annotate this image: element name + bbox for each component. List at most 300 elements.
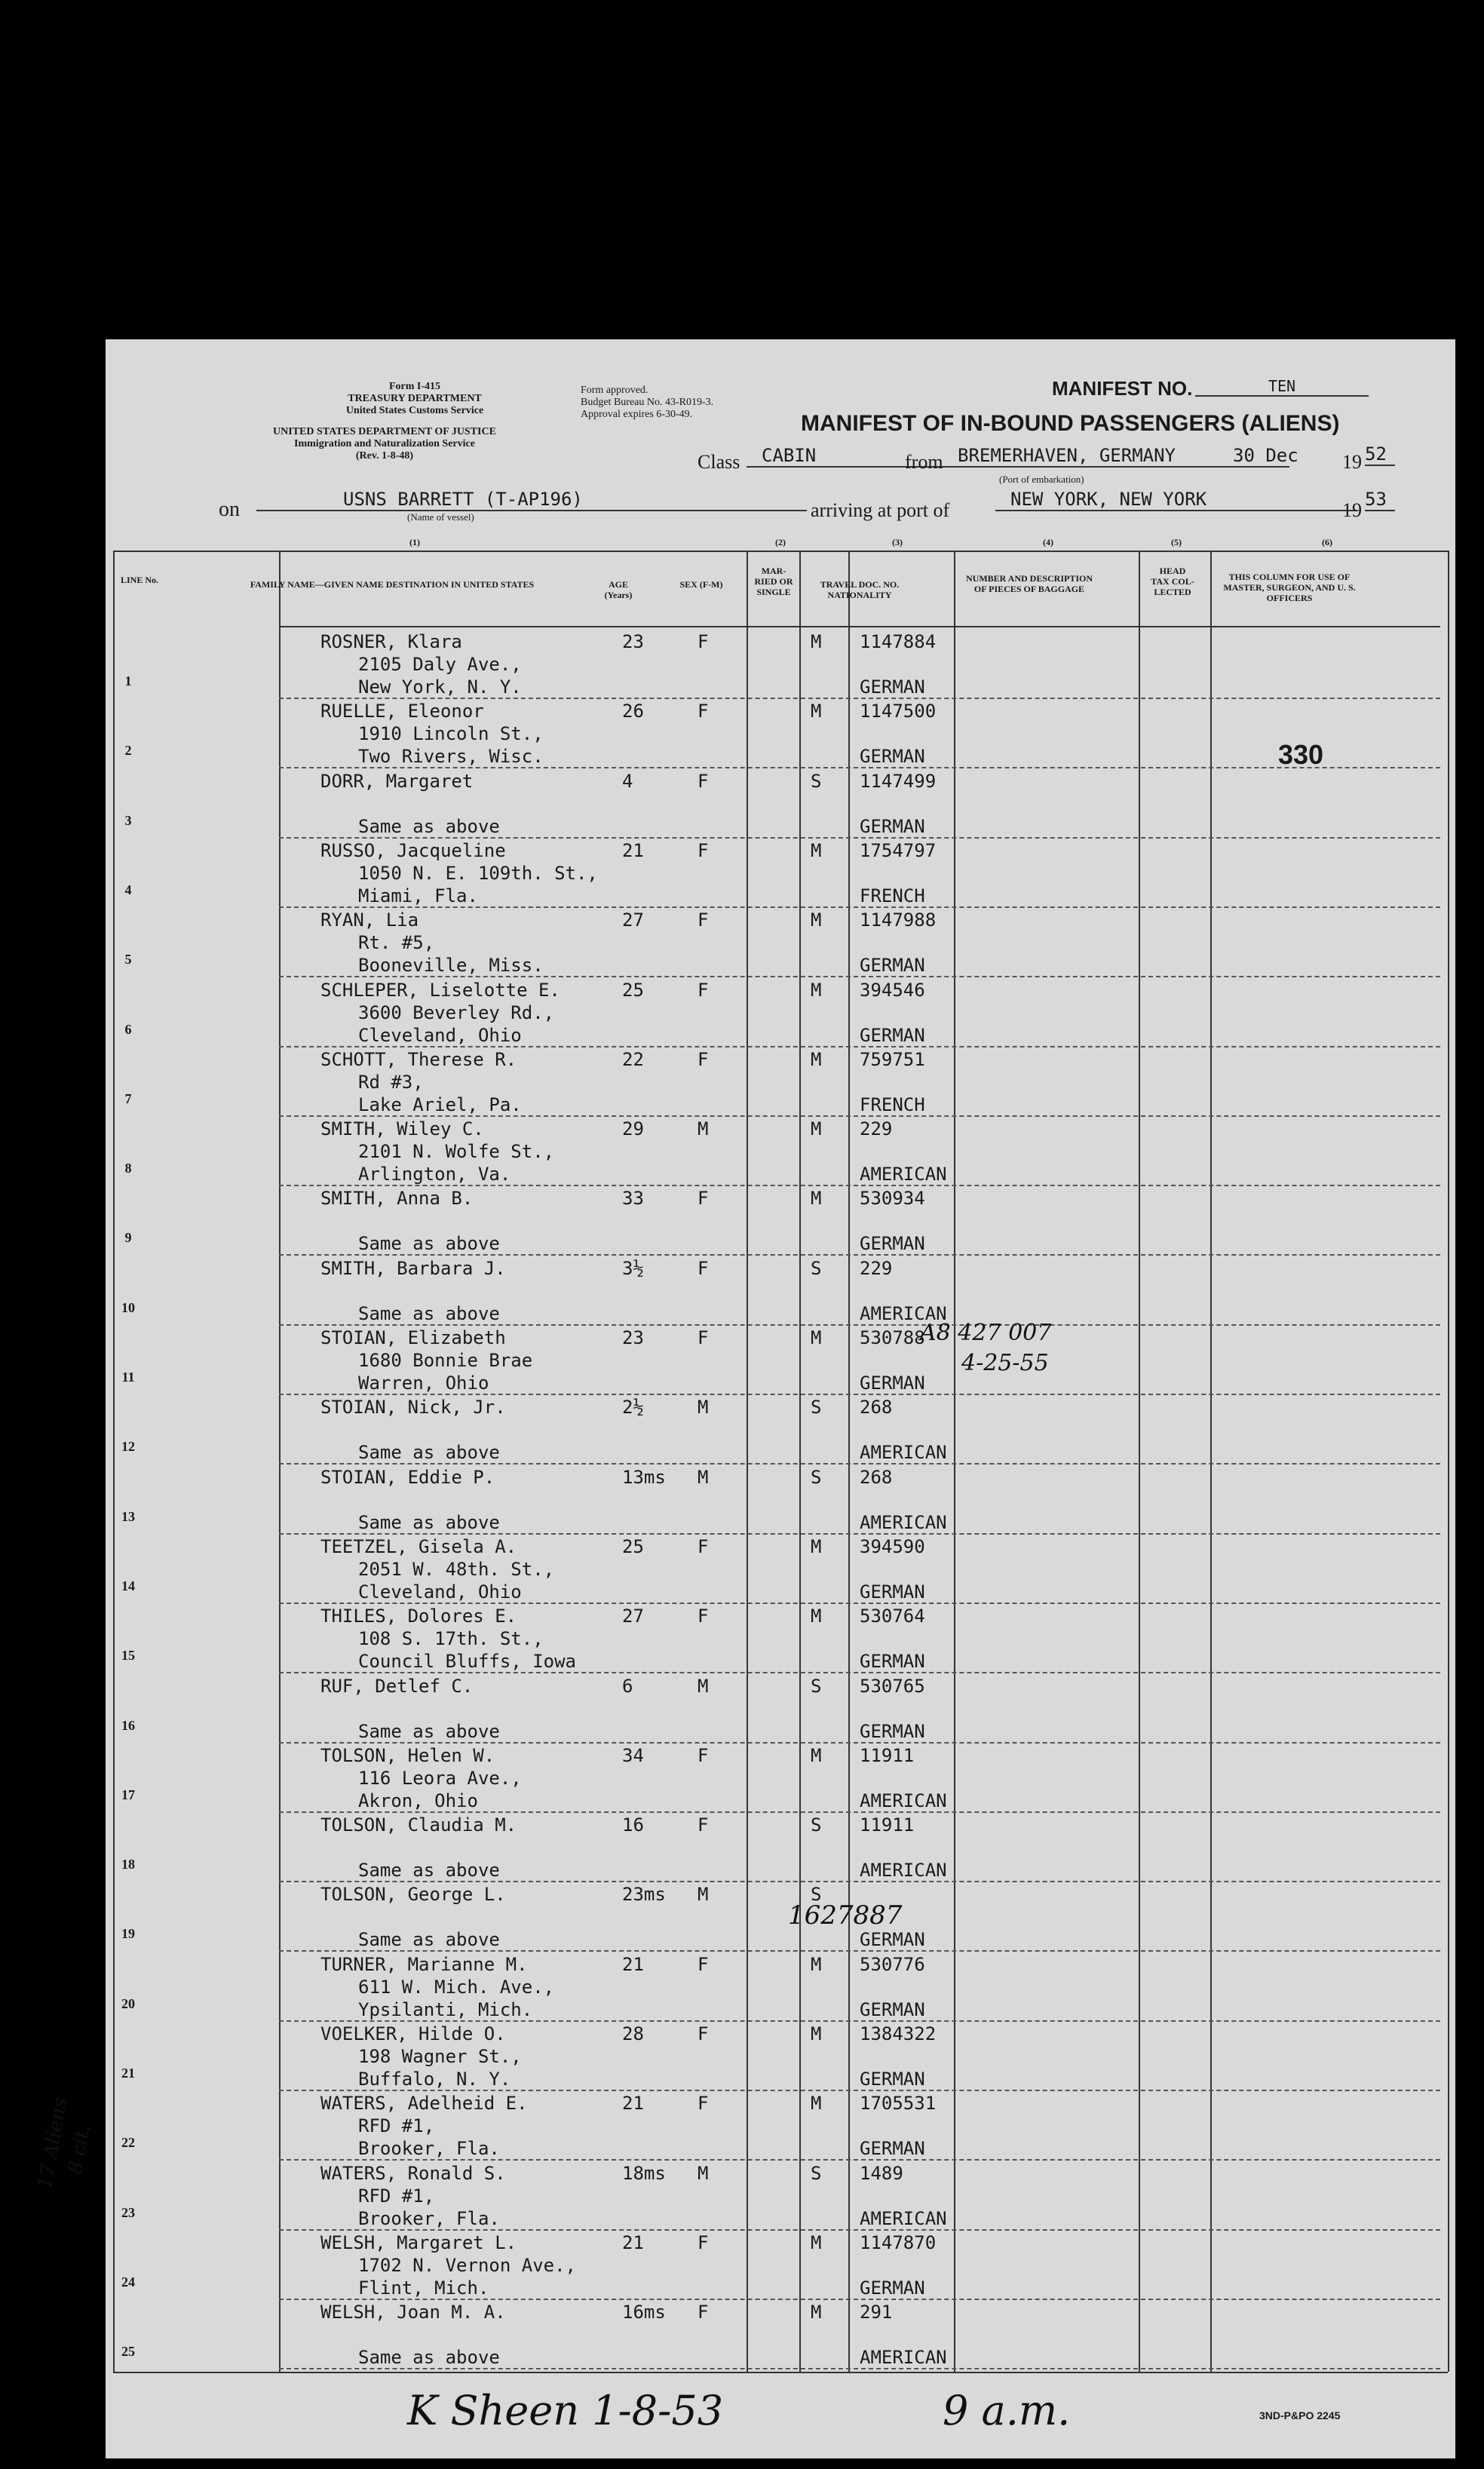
approval-line: Budget Bureau No. 43-R019-3.: [581, 397, 714, 408]
passenger-sex: F: [698, 1048, 709, 1070]
line-number: 3: [124, 812, 132, 828]
from-label: from: [905, 451, 943, 473]
nationality: AMERICAN: [860, 1164, 947, 1185]
year-prefix: 19: [1342, 499, 1362, 521]
passenger-city: Ypsilanti, Mich.: [358, 1998, 533, 2020]
passenger-sex: M: [698, 1118, 709, 1140]
travel-doc: 394590: [860, 1535, 925, 1557]
marital-status: M: [811, 1327, 822, 1348]
passenger-age: 16: [622, 1814, 644, 1836]
passenger-city: Two Rivers, Wisc.: [358, 746, 544, 768]
col-travel-header: TRAVEL DOC. NO. NATIONALITY: [820, 579, 900, 600]
travel-doc: 1754797: [860, 839, 937, 861]
marital-status: M: [811, 1048, 822, 1070]
nationality: GERMAN: [860, 2069, 925, 2090]
from-date: 30 Dec: [1233, 445, 1298, 466]
table-row: [106, 699, 1455, 768]
marital-status: M: [811, 2231, 822, 2253]
passenger-address: 108 S. 17th. St.,: [358, 1628, 544, 1650]
table-row: [106, 978, 1455, 1047]
marital-status: M: [811, 1535, 822, 1557]
line-number: 9: [124, 1230, 132, 1246]
line-number: 21: [121, 2066, 135, 2081]
col-headtax-header: HEAD TAX COL- LECTED: [1151, 566, 1194, 597]
form-number: Form I-415: [388, 381, 441, 392]
table-row: [106, 1047, 1455, 1117]
travel-doc: 530765: [860, 1675, 925, 1697]
year-prefix: 19: [1342, 451, 1362, 473]
marital-status: M: [811, 701, 822, 722]
ins-name: Immigration and Naturalization Service: [294, 438, 475, 449]
passenger-age: 28: [622, 2023, 644, 2044]
nationality: GERMAN: [860, 1651, 925, 1673]
col-number-6: (6): [1322, 537, 1332, 547]
col-officers-header: THIS COLUMN FOR USE OF MASTER, SURGEON, AND U. S. OFFICERS: [1223, 572, 1356, 603]
table-row: [106, 1535, 1455, 1604]
table-row: [106, 1952, 1455, 2022]
travel-doc: 1489: [860, 2162, 903, 2184]
passenger-age: 22: [622, 1048, 644, 1070]
line-number: 11: [121, 1369, 135, 1385]
passenger-age: 29: [622, 1118, 644, 1140]
justice-block: [219, 426, 550, 462]
travel-doc: 229: [860, 1257, 893, 1279]
passenger-city: New York, N. Y.: [358, 676, 522, 698]
nationality: GERMAN: [860, 746, 925, 768]
line-number: 12: [121, 1439, 135, 1455]
vessel-label: (Name of vessel): [407, 511, 474, 523]
marital-status: M: [811, 2023, 822, 2044]
passenger-sex: F: [698, 631, 709, 652]
passenger-name: SMITH, Wiley C.: [320, 1118, 484, 1140]
passenger-age: 21: [622, 2231, 644, 2253]
passenger-sex: F: [698, 1327, 709, 1348]
passenger-age: 2½: [622, 1397, 644, 1419]
nationality: AMERICAN: [860, 1860, 947, 1882]
passenger-city: Same as above: [358, 2347, 500, 2369]
nationality: GERMAN: [860, 1720, 925, 1742]
travel-doc: 1147870: [860, 2231, 937, 2253]
col-line-header: LINE No.: [120, 575, 158, 585]
line-number: 1: [124, 673, 132, 689]
marital-status: S: [811, 2162, 822, 2184]
passenger-name: TEETZEL, Gisela A.: [320, 1535, 517, 1557]
table-row: [106, 2231, 1455, 2300]
approval-line: Approval expires 6-30-49.: [581, 409, 693, 420]
passenger-name: SMITH, Barbara J.: [320, 1257, 506, 1279]
travel-doc: 530788: [860, 1327, 925, 1348]
manifest-page: [34, 339, 1455, 2458]
line-number: 13: [121, 1508, 135, 1524]
customs-service: United States Customs Service: [345, 405, 484, 416]
passenger-age: 18ms: [622, 2162, 666, 2184]
passenger-sex: M: [698, 1397, 709, 1419]
passenger-name: TOLSON, Helen W.: [320, 1744, 495, 1766]
marital-status: S: [811, 1257, 822, 1279]
passenger-age: 23ms: [622, 1884, 666, 1906]
from-year: 52: [1365, 443, 1395, 466]
margin-note-citizens: 8 cit.: [64, 2122, 96, 2176]
nationality: GERMAN: [860, 2277, 925, 2299]
passenger-sex: F: [698, 1953, 709, 1975]
arrival-port: NEW YORK, NEW YORK: [995, 489, 1357, 511]
arriving-label: arriving at port of: [811, 499, 950, 521]
travel-doc: 291: [860, 2302, 893, 2323]
passenger-name: RUELLE, Eleonor: [320, 701, 484, 722]
travel-doc: 530764: [860, 1606, 925, 1627]
nationality: AMERICAN: [860, 1442, 947, 1464]
margin-note: [64, 2123, 95, 2176]
on-label: on: [219, 498, 240, 521]
table-row: [106, 1744, 1455, 1813]
travel-doc: 229: [860, 1118, 893, 1140]
passenger-sex: M: [698, 1675, 709, 1697]
nationality: AMERICAN: [860, 1790, 947, 1811]
passenger-city: Same as above: [358, 1929, 500, 1951]
passenger-address: 1680 Bonnie Brae: [358, 1350, 533, 1371]
passenger-city: Same as above: [358, 1511, 500, 1533]
passenger-address: 2105 Daly Ave.,: [358, 654, 522, 675]
marital-status: M: [811, 979, 822, 1001]
line-number: 19: [121, 1926, 135, 1942]
marital-status: M: [811, 909, 822, 931]
passenger-sex: F: [698, 1606, 709, 1627]
passenger-address: 3600 Beverley Rd.,: [358, 1001, 555, 1023]
revision: (Rev. 1-8-48): [355, 450, 414, 462]
passenger-address: 1702 N. Vernon Ave.,: [358, 2254, 576, 2276]
passenger-sex: F: [698, 1257, 709, 1279]
department-name: TREASURY DEPARTMENT: [348, 393, 482, 404]
nationality: AMERICAN: [860, 1302, 947, 1324]
vessel-name: USNS BARRETT (T-AP196): [256, 489, 807, 511]
baggage-note: A8 427 007: [920, 1320, 1052, 1346]
col-name-header: FAMILY NAME—GIVEN NAME DESTINATION IN UNITED STATES: [250, 579, 535, 590]
travel-doc: 1147499: [860, 770, 937, 792]
passenger-name: TOLSON, George L.: [320, 1884, 506, 1906]
line-number: 6: [124, 1021, 132, 1037]
passenger-sex: F: [698, 2023, 709, 2044]
marital-status: M: [811, 1606, 822, 1627]
passenger-name: TOLSON, Claudia M.: [320, 1814, 517, 1836]
line-number: 14: [121, 1578, 135, 1593]
marital-status: S: [811, 1675, 822, 1697]
travel-doc: 394546: [860, 979, 925, 1001]
nationality: GERMAN: [860, 1024, 925, 1046]
passenger-address: RFD #1,: [358, 2185, 435, 2207]
table-row: [106, 839, 1455, 908]
marital-status: M: [811, 1744, 822, 1766]
line-number: 20: [121, 1995, 135, 2011]
passenger-name: RUF, Detlef C.: [320, 1675, 474, 1697]
passenger-address: 198 Wagner St.,: [358, 2046, 522, 2067]
table-row: [106, 769, 1455, 839]
header-rule: [279, 626, 1440, 627]
from-port: BREMERHAVEN, GERMANY: [958, 445, 1289, 468]
baggage-note-date: 4-25-55: [961, 1350, 1049, 1376]
passenger-age: 34: [622, 1744, 644, 1766]
passenger-age: 25: [622, 1535, 644, 1557]
passenger-sex: F: [698, 1744, 709, 1766]
nationality: GERMAN: [860, 1581, 925, 1603]
line-number: 24: [121, 2274, 135, 2290]
passenger-city: Buffalo, N. Y.: [358, 2069, 511, 2090]
marital-status: M: [811, 2302, 822, 2323]
col-number-1: (1): [409, 537, 420, 547]
line-number: 17: [121, 1787, 135, 1802]
passenger-sex: F: [698, 2093, 709, 2115]
passenger-name: RYAN, Lia: [320, 909, 419, 931]
passenger-age: 23: [622, 631, 644, 652]
marital-status: M: [811, 1188, 822, 1210]
col-number-3: (3): [892, 537, 903, 547]
table-bottom-rule: [113, 2372, 1448, 2373]
line-number: 25: [121, 2344, 135, 2360]
passenger-city: Same as above: [358, 1233, 500, 1255]
footer-code: 3ND-P&PO 2245: [1259, 2409, 1341, 2421]
line-number: 23: [121, 2204, 135, 2220]
passenger-age: 26: [622, 701, 644, 722]
passenger-age: 33: [622, 1188, 644, 1210]
passenger-age: 13ms: [622, 1466, 666, 1488]
col-number-5: (5): [1171, 537, 1182, 547]
table-row: [106, 1256, 1455, 1326]
passenger-city: Miami, Fla.: [358, 885, 478, 906]
col-age-header: AGE (Years): [604, 579, 633, 600]
port-embarkation-label: (Port of embarkation): [999, 474, 1084, 485]
passenger-city: Same as above: [358, 1442, 500, 1464]
passenger-city: Flint, Mich.: [358, 2277, 489, 2299]
passenger-city: Same as above: [358, 1302, 500, 1324]
passenger-sex: M: [698, 2162, 709, 2184]
travel-doc: 1147884: [860, 631, 937, 652]
passenger-name: VOELKER, Hilde O.: [320, 2023, 506, 2044]
line-number: 16: [121, 1717, 135, 1733]
nationality: GERMAN: [860, 815, 925, 837]
table-row: [106, 908, 1455, 977]
nationality: AMERICAN: [860, 2207, 947, 2229]
table-row: [106, 1186, 1455, 1256]
table-row: [106, 1465, 1455, 1535]
passenger-city: Same as above: [358, 1720, 500, 1742]
marital-status: S: [811, 1884, 822, 1906]
passenger-address: 1050 N. E. 109th. St.,: [358, 862, 598, 884]
travel-doc: 11911: [860, 1744, 915, 1766]
nationality: GERMAN: [860, 2138, 925, 2160]
nationality: GERMAN: [860, 1998, 925, 2020]
line-number: 8: [124, 1161, 132, 1176]
travel-doc: 268: [860, 1466, 893, 1488]
passenger-address: Rd #3,: [358, 1071, 424, 1093]
passenger-city: Brooker, Fla.: [358, 2207, 500, 2229]
passenger-name: WELSH, Joan M. A.: [320, 2302, 506, 2323]
col-sex-header: SEX (F-M): [679, 579, 723, 590]
passenger-address: 611 W. Mich. Ave.,: [358, 1976, 555, 1998]
passenger-sex: F: [698, 770, 709, 792]
passenger-sex: M: [698, 1466, 709, 1488]
manifest-no-label: MANIFEST NO.: [1052, 377, 1193, 400]
nationality: AMERICAN: [860, 1511, 947, 1533]
line-number: 4: [124, 882, 132, 897]
table-row: [106, 1395, 1455, 1465]
travel-doc: 11911: [860, 1814, 915, 1836]
passenger-name: THILES, Dolores E.: [320, 1606, 517, 1627]
col-number-4: (4): [1043, 537, 1053, 547]
passenger-name: WATERS, Ronald S.: [320, 2162, 506, 2184]
marital-status: M: [811, 1118, 822, 1140]
passenger-city: Cleveland, Ohio: [358, 1024, 522, 1046]
passenger-city: Council Bluffs, Iowa: [358, 1651, 576, 1673]
marital-status: M: [811, 839, 822, 861]
manifest-title: MANIFEST OF IN-BOUND PASSENGERS (ALIENS): [801, 411, 1340, 436]
marital-status: S: [811, 770, 822, 792]
passenger-address: 1910 Lincoln St.,: [358, 723, 544, 745]
marital-status: M: [811, 2093, 822, 2115]
travel-doc: 759751: [860, 1048, 925, 1070]
passenger-sex: F: [698, 1188, 709, 1210]
passenger-age: 4: [622, 770, 633, 792]
travel-doc: 530776: [860, 1953, 925, 1975]
travel-doc: 1147500: [860, 701, 937, 722]
passenger-city: Same as above: [358, 815, 500, 837]
travel-doc: 1147988: [860, 909, 937, 931]
passenger-name: RUSSO, Jacqueline: [320, 839, 506, 861]
table-top-rule: [113, 551, 1448, 552]
table-row: [106, 2022, 1455, 2091]
marital-status: S: [811, 1814, 822, 1836]
passenger-sex: F: [698, 1535, 709, 1557]
passenger-name: WATERS, Adelheid E.: [320, 2093, 528, 2115]
passenger-address: 2051 W. 48th. St.,: [358, 1558, 555, 1580]
table-row: [106, 1604, 1455, 1673]
class-label: Class: [698, 451, 740, 473]
nationality: FRENCH: [860, 885, 925, 906]
passenger-name: SCHOTT, Therese R.: [320, 1048, 517, 1070]
margin-note: [34, 2096, 72, 2191]
passenger-sex: F: [698, 1814, 709, 1836]
passenger-address: RFD #1,: [358, 2115, 435, 2137]
marital-status: S: [811, 1397, 822, 1419]
table-row: [106, 1326, 1455, 1395]
travel-doc: 268: [860, 1397, 893, 1419]
line-number: 22: [121, 2135, 135, 2151]
passenger-age: 3½: [622, 1257, 644, 1279]
passenger-age: 23: [622, 1327, 644, 1348]
passenger-name: STOIAN, Nick, Jr.: [320, 1397, 506, 1419]
passenger-city: Cleveland, Ohio: [358, 1581, 522, 1603]
table-row: [106, 2161, 1455, 2231]
nationality: GERMAN: [860, 1929, 925, 1951]
col-baggage-header: NUMBER AND DESCRIPTION OF PIECES OF BAGGAGE: [965, 573, 1093, 594]
arrival-year: 53: [1365, 489, 1395, 511]
passenger-address: Rt. #5,: [358, 932, 435, 954]
table-row: [106, 2091, 1455, 2161]
passenger-sex: F: [698, 701, 709, 722]
nationality: GERMAN: [860, 1373, 925, 1394]
passenger-city: Warren, Ohio: [358, 1373, 489, 1394]
table-row: [106, 1117, 1455, 1186]
form-header-block: [324, 381, 505, 417]
passenger-age: 27: [622, 1606, 644, 1627]
passenger-name: SCHLEPER, Liselotte E.: [320, 979, 560, 1001]
stamp-number: 330: [1278, 739, 1324, 770]
marital-status: M: [811, 1953, 822, 1975]
nationality: GERMAN: [860, 1233, 925, 1255]
manifest-no-value: TEN: [1195, 377, 1369, 397]
passenger-name: WELSH, Margaret L.: [320, 2231, 517, 2253]
nationality: GERMAN: [860, 955, 925, 977]
signature: K Sheen 1-8-53: [407, 2387, 724, 2434]
passenger-name: SMITH, Anna B.: [320, 1188, 474, 1210]
table-row: [106, 1813, 1455, 1882]
passenger-age: 6: [622, 1675, 633, 1697]
class-value: CABIN: [747, 445, 1010, 468]
passenger-sex: F: [698, 979, 709, 1001]
passenger-address: 116 Leora Ave.,: [358, 1767, 522, 1789]
margin-note-aliens: 17 Aliens: [34, 2096, 72, 2191]
justice-department: UNITED STATES DEPARTMENT OF JUSTICE: [273, 426, 496, 437]
passenger-name: ROSNER, Klara: [320, 631, 462, 652]
marital-status: S: [811, 1466, 822, 1488]
line-number: 10: [121, 1299, 135, 1315]
passenger-age: 27: [622, 909, 644, 931]
row-divider: [279, 2368, 1440, 2369]
passenger-age: 21: [622, 2093, 644, 2115]
passenger-address: 2101 N. Wolfe St.,: [358, 1141, 555, 1163]
passenger-sex: M: [698, 1884, 709, 1906]
table-row: [106, 630, 1455, 699]
nationality: FRENCH: [860, 1093, 925, 1115]
travel-doc: 530934: [860, 1188, 925, 1210]
travel-doc: 1705531: [860, 2093, 937, 2115]
passenger-age: 21: [622, 839, 644, 861]
line-number: 2: [124, 743, 132, 759]
passenger-name: TURNER, Marianne M.: [320, 1953, 528, 1975]
passenger-city: Booneville, Miss.: [358, 955, 544, 977]
passenger-city: Arlington, Va.: [358, 1164, 511, 1185]
handwritten-doc-number: 1627887: [788, 1900, 903, 1931]
table-row: [106, 2300, 1455, 2369]
passenger-city: Brooker, Fla.: [358, 2138, 500, 2160]
line-number: 7: [124, 1090, 132, 1106]
passenger-city: Lake Ariel, Pa.: [358, 1093, 522, 1115]
table-row: [106, 1674, 1455, 1744]
line-number: 15: [121, 1648, 135, 1664]
passenger-name: DORR, Margaret: [320, 770, 474, 792]
passenger-age: 16ms: [622, 2302, 666, 2323]
approval-block: [581, 385, 713, 421]
nationality: AMERICAN: [860, 2347, 947, 2369]
marital-status: M: [811, 631, 822, 652]
passenger-sex: F: [698, 839, 709, 861]
passenger-sex: F: [698, 2231, 709, 2253]
passenger-city: Same as above: [358, 1860, 500, 1882]
passenger-age: 21: [622, 1953, 644, 1975]
passenger-name: STOIAN, Elizabeth: [320, 1327, 506, 1348]
line-number: 18: [121, 1857, 135, 1872]
passenger-city: Akron, Ohio: [358, 1790, 478, 1811]
passenger-sex: F: [698, 2302, 709, 2323]
col-married-header: MAR- RIED OR SINGLE: [754, 566, 793, 597]
handwritten-time: 9 a.m.: [943, 2387, 1071, 2434]
travel-doc: 1384322: [860, 2023, 937, 2044]
line-number: 5: [124, 952, 132, 968]
passenger-sex: F: [698, 909, 709, 931]
table-row: [106, 1882, 1455, 1952]
approval-line: Form approved.: [581, 385, 648, 396]
nationality: GERMAN: [860, 676, 925, 698]
passenger-age: 25: [622, 979, 644, 1001]
passenger-name: STOIAN, Eddie P.: [320, 1466, 495, 1488]
